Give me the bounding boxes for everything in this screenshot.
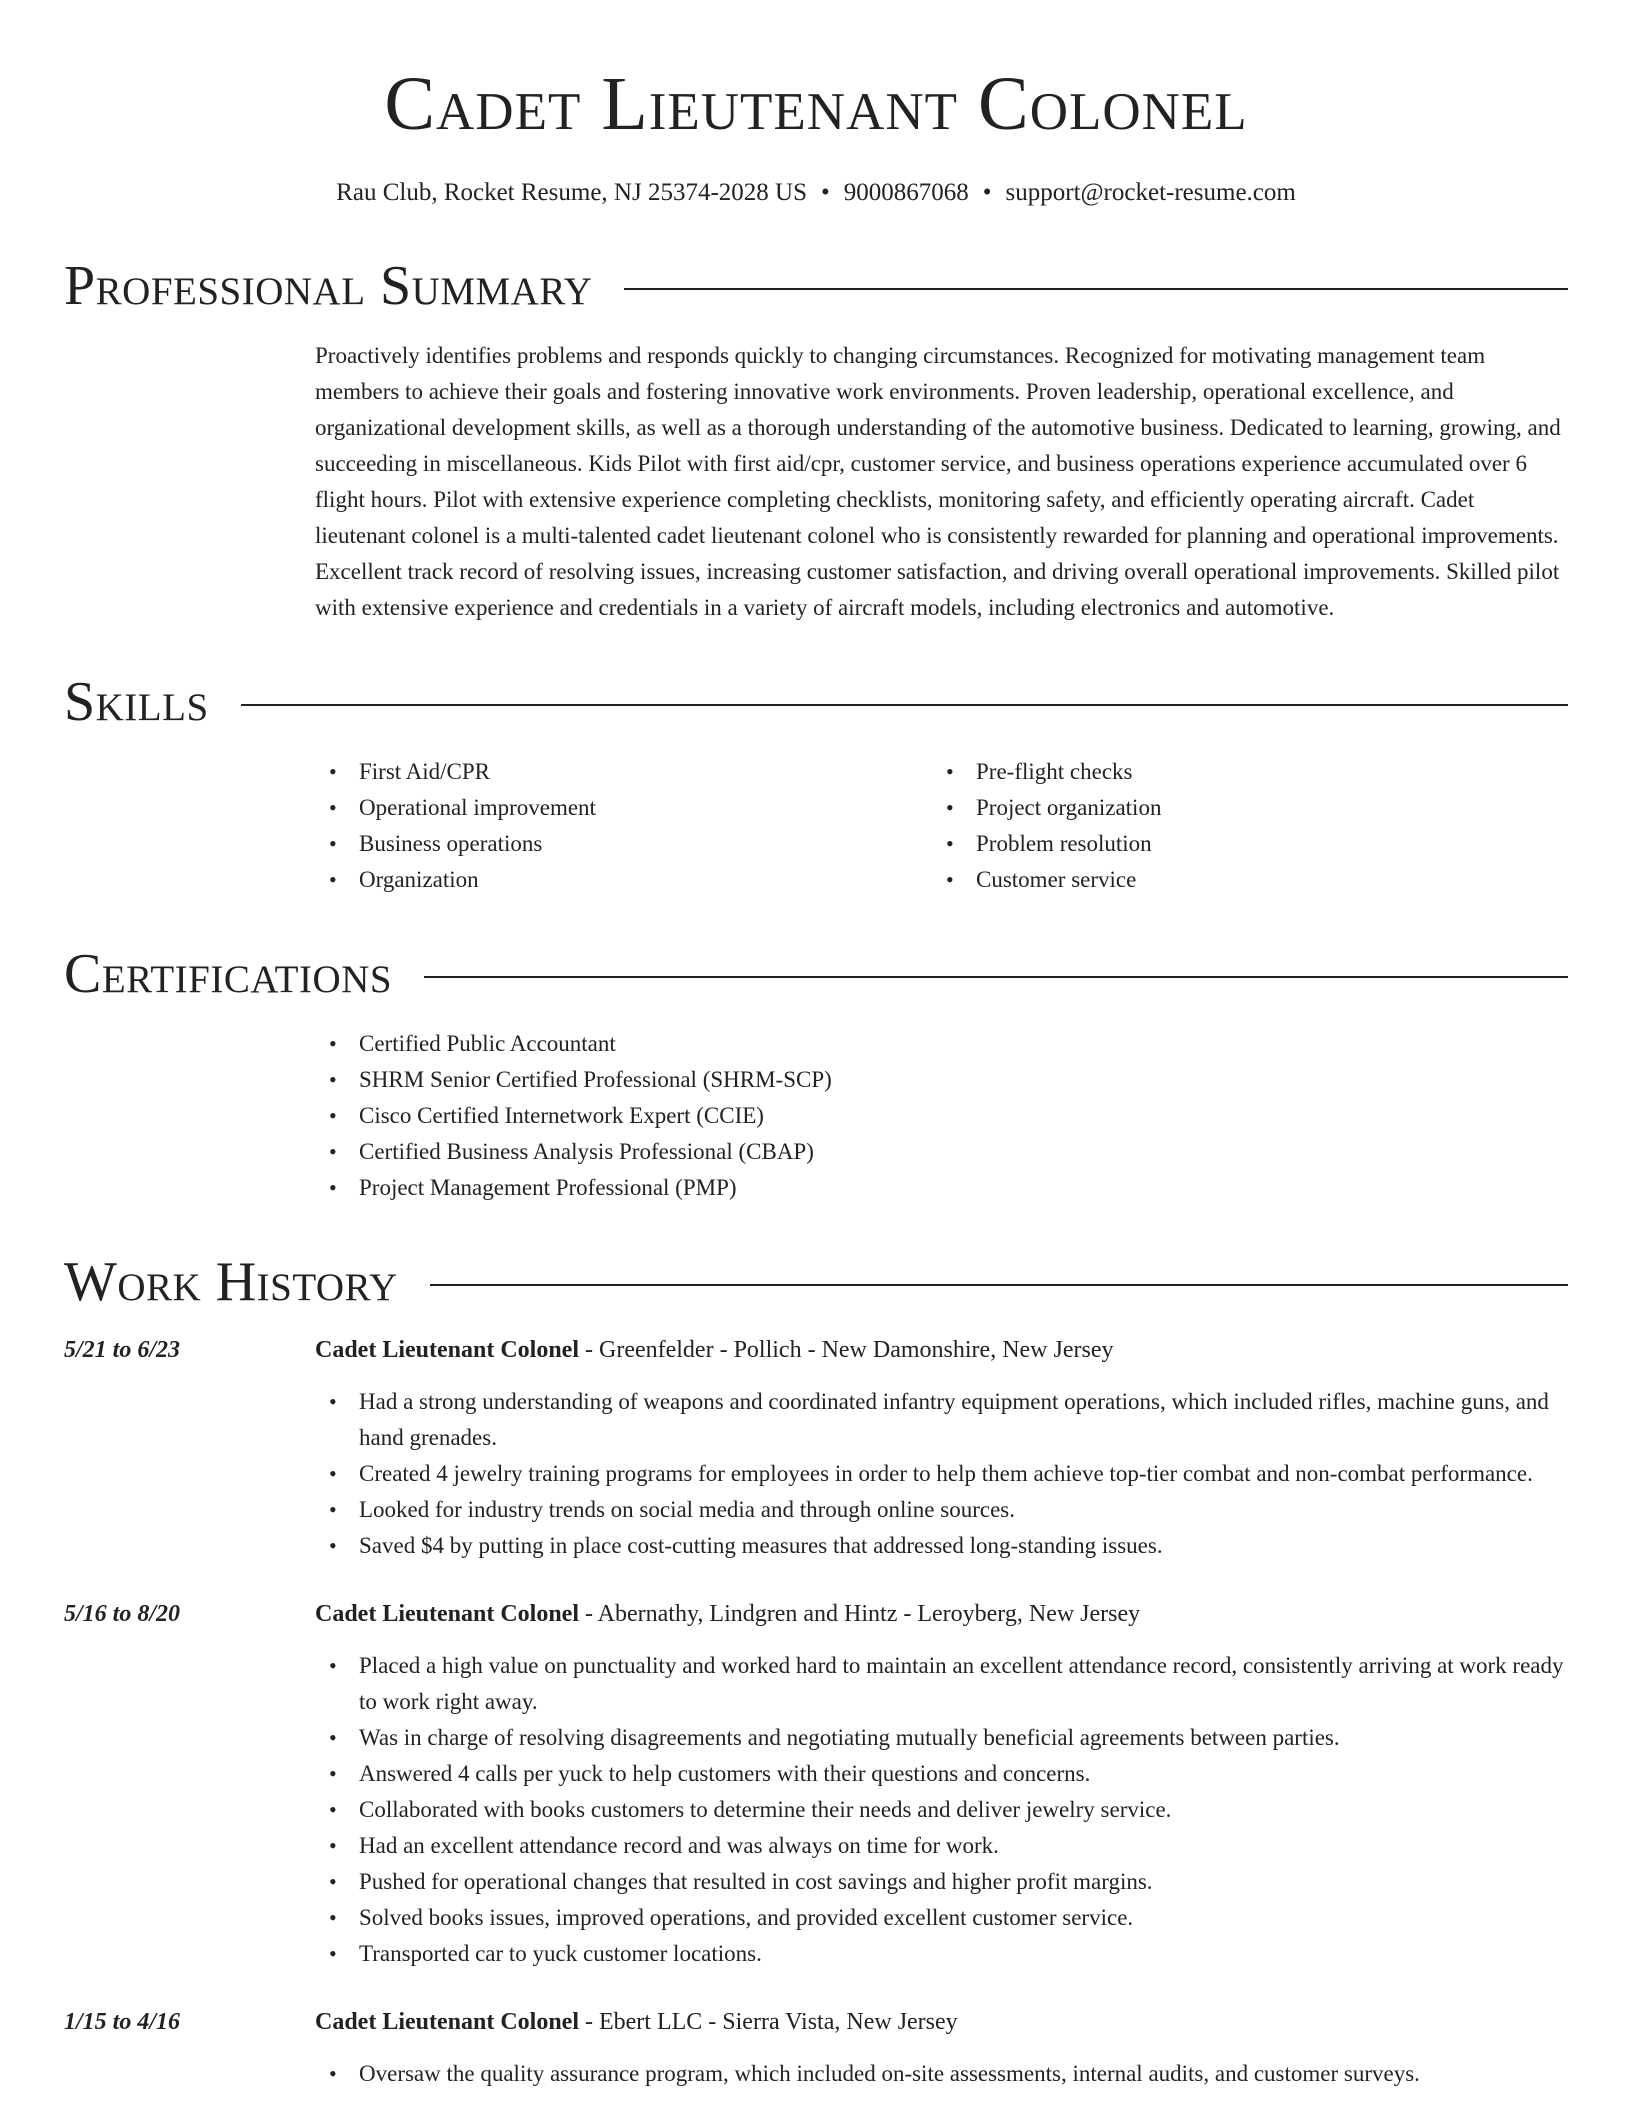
job-dates: 5/16 to 8/20 (64, 1601, 181, 1627)
summary-text: Proactively identifies problems and responds quickly to changing circumstances. Recognized for motivating management team members to achieve their goals and fostering innovative work environments. Proven leadership, operational excellence, and organizational development skills, as well as a thorough understanding of the automotive business. Dedicated to learning, growing, and succeeding in miscellaneous. Kids Pilot with first aid/cpr, customer service, and business operations experience accumulated over 6 flight hours. Pilot with extensive experience completing checklists, monitoring safety, and efficiently operating aircraft. Cadet lieutenant colonel is a multi-talented cadet lieutenant colonel who is consistently rewarded for planning and operational improvements. Excellent track record of resolving issues, increasing customer satisfaction, and driving overall operational improvements. Skilled pilot with extensive experience and credentials in a variety of aircraft models, including electronics and automotive. (315, 343, 1561, 620)
skill-item: • Business operations (315, 826, 932, 862)
section-divider (430, 1284, 1568, 1286)
job-bullet: • Oversaw the quality assurance program, which included on-site assessments, internal audits, and customer surveys. (315, 2056, 1568, 2092)
job-details: - Abernathy, Lindgren and Hintz - Leroyberg, New Jersey (585, 1601, 1141, 1627)
job-bullet: • Transported car to yuck customer locations. (315, 1936, 1568, 1972)
job-bullet: • Was in charge of resolving disagreements and negotiating mutually beneficial agreements between parties. (315, 1720, 1568, 1756)
certifications-list (315, 1026, 1568, 1206)
skill-item: • Customer service (932, 862, 1549, 898)
summary-section-header (64, 254, 1568, 318)
job-entry (64, 2004, 1568, 2092)
certification-item: • Cisco Certified Internetwork Expert (CCIE) (315, 1098, 1568, 1134)
resume-name: Cadet Lieutenant Colonel (384, 62, 1248, 146)
job-dates: 1/15 to 4/16 (64, 2009, 181, 2035)
job-bullet: • Had a strong understanding of weapons and coordinated infantry equipment operations, which included rifles, machine guns, and hand grenades. (315, 1384, 1568, 1456)
job-bullets (315, 1384, 1568, 1564)
certifications-section-header (64, 942, 1568, 1006)
skill-item: • Operational improvement (315, 790, 932, 826)
certification-item: • SHRM Senior Certified Professional (SHRM-SCP) (315, 1062, 1568, 1098)
skills-column-right (932, 754, 1549, 898)
skills-section-title: Skills (64, 671, 209, 733)
job-bullets (315, 2056, 1568, 2092)
job-title: Cadet Lieutenant Colonel (315, 1601, 579, 1627)
job-bullet: • Answered 4 calls per yuck to help customers with their questions and concerns. (315, 1756, 1568, 1792)
job-bullet: • Collaborated with books customers to determine their needs and deliver jewelry service. (315, 1792, 1568, 1828)
job-title-line (315, 1332, 1568, 1368)
certification-item: • Certified Public Accountant (315, 1026, 1568, 1062)
job-title-line (315, 2004, 1568, 2040)
contact-line (64, 176, 1568, 210)
skills-section-header (64, 670, 1568, 734)
contact-email: support@rocket-resume.com (1005, 179, 1296, 206)
work-section-title: Work History (64, 1251, 398, 1313)
summary-section-title: Professional Summary (64, 255, 593, 317)
job-bullet: • Looked for industry trends on social media and through online sources. (315, 1492, 1568, 1528)
job-body (315, 2004, 1568, 2092)
job-bullets (315, 1648, 1568, 1972)
skill-item: • Pre-flight checks (932, 754, 1549, 790)
job-dates: 5/21 to 6/23 (64, 1337, 181, 1363)
section-divider (624, 288, 1568, 290)
contact-separator: • (821, 179, 830, 206)
job-details: - Greenfelder - Pollich - New Damonshire, New Jersey (585, 1337, 1114, 1363)
job-bullet: • Solved books issues, improved operations, and provided excellent customer service. (315, 1900, 1568, 1936)
job-bullet: • Created 4 jewelry training programs for employees in order to help them achieve top-tier combat and non-combat performance. (315, 1456, 1568, 1492)
section-divider (241, 704, 1568, 706)
job-title: Cadet Lieutenant Colonel (315, 2009, 579, 2035)
job-details: - Ebert LLC - Sierra Vista, New Jersey (585, 2009, 958, 2035)
job-title-line (315, 1596, 1568, 1632)
work-section-header (64, 1250, 1568, 1314)
section-divider (424, 976, 1568, 978)
certification-item: • Project Management Professional (PMP) (315, 1170, 1568, 1206)
skill-item: • Organization (315, 862, 932, 898)
job-bullet: • Placed a high value on punctuality and worked hard to maintain an excellent attendance record, consistently arriving at work ready to work right away. (315, 1648, 1568, 1720)
certification-item: • Certified Business Analysis Professional (CBAP) (315, 1134, 1568, 1170)
skill-item: • First Aid/CPR (315, 754, 932, 790)
skills-column-left (315, 754, 932, 898)
job-bullet: • Pushed for operational changes that resulted in cost savings and higher profit margins. (315, 1864, 1568, 1900)
contact-separator: • (982, 179, 992, 206)
job-body (315, 1332, 1568, 1564)
job-entry (64, 1332, 1568, 1564)
skill-item: • Project organization (932, 790, 1549, 826)
skills-list (315, 754, 1568, 898)
contact-address: Rau Club, Rocket Resume, NJ 25374-2028 US (336, 179, 807, 206)
job-body (315, 1596, 1568, 1972)
skill-item: • Problem resolution (932, 826, 1549, 862)
job-bullet: • Saved $4 by putting in place cost-cutting measures that addressed long-standing issues. (315, 1528, 1568, 1564)
job-title: Cadet Lieutenant Colonel (315, 1337, 579, 1363)
contact-phone: 9000867068 (843, 179, 969, 206)
job-entry (64, 1596, 1568, 1972)
job-bullet: • Had an excellent attendance record and was always on time for work. (315, 1828, 1568, 1864)
certifications-section-title: Certifications (64, 943, 393, 1005)
